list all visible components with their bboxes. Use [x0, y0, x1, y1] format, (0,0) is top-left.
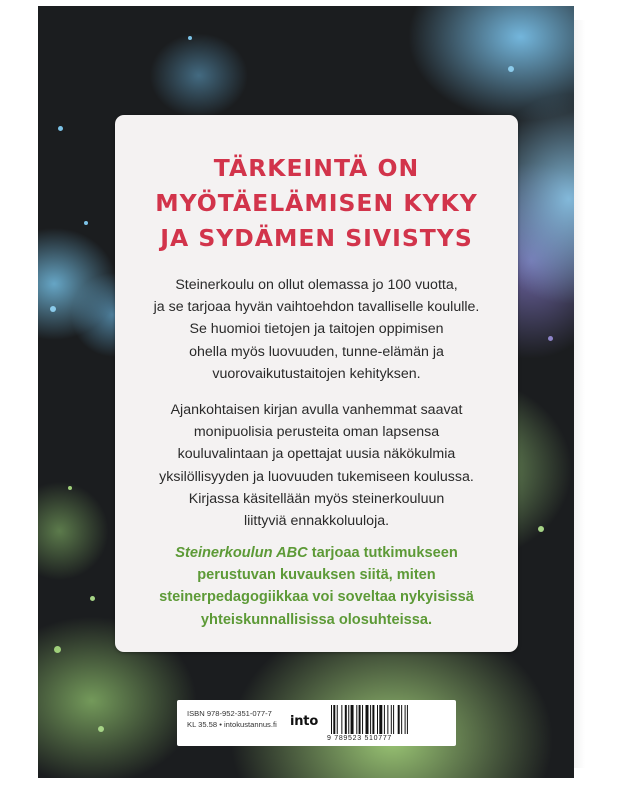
paragraph-line: Steinerkoulu on ollut olemassa jo 100 vuotta,: [175, 277, 458, 293]
chalk-speck: [98, 726, 104, 732]
isbn-number: ISBN 978-952-351-077-7: [187, 709, 272, 718]
paragraph-line: monipuolisia perusteita oman lapsensa: [193, 424, 440, 441]
publisher-logo: into: [290, 714, 319, 729]
paragraph-line: vuorovaikutustaitojen kehityksen.: [212, 365, 421, 382]
headline-line: MYÖTÄELÄMISEN KYKY: [155, 189, 478, 217]
text-panel: [115, 115, 518, 652]
highlight-paragraph: [115, 542, 518, 631]
highlight-line: [115, 542, 518, 564]
paragraph-line: Se huomioi tietojen ja taitojen oppimisen: [189, 321, 444, 338]
paragraph-line: ohella myös luovuuden, tunne-elämän ja: [189, 343, 444, 360]
book-back-cover: [38, 6, 574, 778]
book-title-italic: Steinerkoulun ABC: [175, 545, 308, 561]
chalk-speck: [68, 486, 72, 490]
paragraph-line: kouluvalintaan ja opettajat uusia näkökulmia: [177, 446, 456, 463]
barcode-label: [177, 700, 456, 746]
paragraph-line: yksilöllisyyden ja luovuuden tukemiseen koulussa.: [159, 468, 474, 485]
highlight-line: steinerpedagogiikkaa voi soveltaa nykyisissä: [159, 589, 474, 606]
chalk-speck: [50, 306, 56, 312]
paragraph-line: liittyviä ennakkoluuloja.: [243, 513, 390, 530]
chalk-speck: [508, 66, 514, 72]
highlight-line: perustuvan kuvauksen siitä, miten: [197, 567, 436, 584]
paragraph-line: ja se tarjoaa hyvän vaihtoehdon tavalliselle koululle.: [153, 299, 480, 316]
paragraph-line: Kirjassa käsitellään myös steinerkouluun: [188, 490, 445, 507]
chalk-speck: [538, 526, 544, 532]
chalk-speck: [58, 126, 63, 131]
description-paragraph: [115, 274, 518, 385]
chalk-speck: [84, 221, 88, 225]
chalk-speck: [188, 36, 192, 40]
chalk-speck: [90, 596, 95, 601]
barcode-digits: 9 789523 510777: [327, 735, 392, 742]
isbn-block: [187, 709, 277, 730]
highlight-line-rest: tarjoaa tutkimukseen: [307, 545, 458, 561]
chalk-speck: [548, 336, 553, 341]
headline: [115, 151, 518, 256]
headline-line: JA SYDÄMEN SIVISTYS: [160, 224, 473, 252]
classification-text: KL 35.58 • intokustannus.fi: [187, 719, 277, 729]
highlight-line: yhteiskunnallisissa olosuhteissa.: [200, 611, 433, 628]
chalk-speck: [54, 646, 61, 653]
paragraph-line: Ajankohtaisen kirjan avulla vanhemmat saavat: [170, 402, 463, 418]
barcode-icon: [329, 705, 449, 734]
headline-line: TÄRKEINTÄ ON: [213, 154, 420, 182]
description-paragraph: [115, 399, 518, 532]
